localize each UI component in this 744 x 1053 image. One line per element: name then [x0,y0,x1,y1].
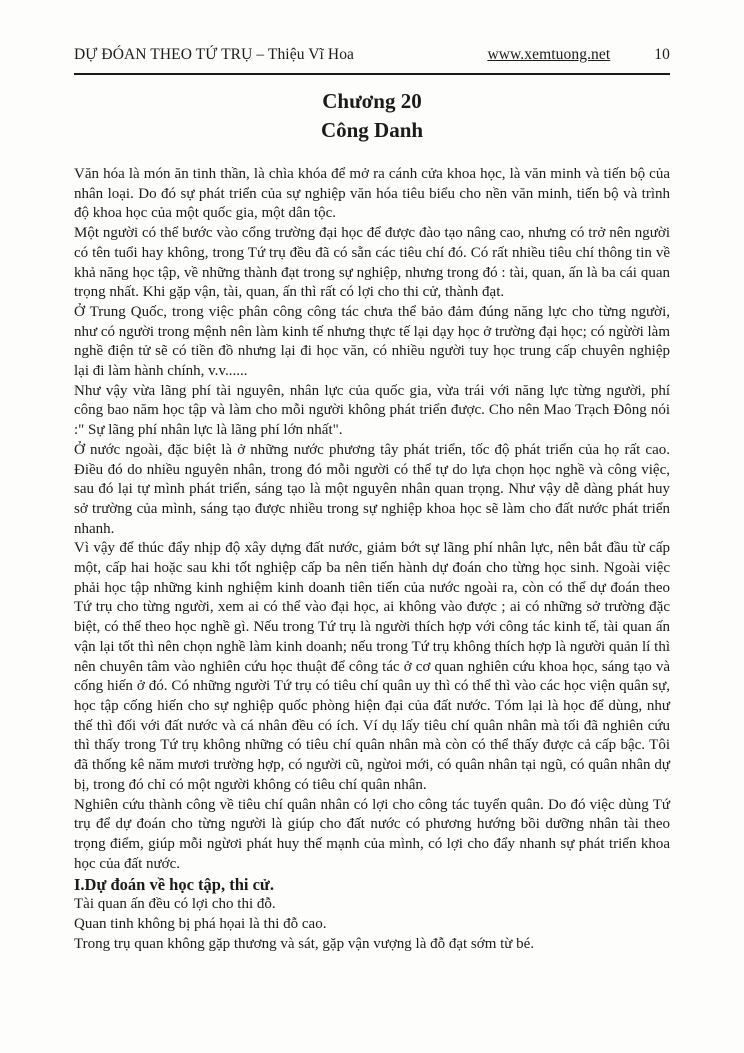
body-paragraph: Vì vậy để thúc đẩy nhịp độ xây dựng đất nước, giảm bớt sự lãng phí nhân lực, nên bắt đầu từ cấp một, cấp hai hoặc sau khi tốt nghiệp cấp ba nên tiến hành dự đoán cho từng học sinh. Ngoài việc phải học tập những kinh nghiệm kinh doanh tiên tiến của nước ngoài ra, còn có thể dự đoán theo Tứ trụ cho từng người, xem ai có thể vào đại học, ai không vào được ; ai có những sở trường đặc biệt, có thể theo học nghề gì. Nếu trong Tứ trụ là người thích hợp với công tác kinh tế, tài quan ấn vận lại tốt thì nên chọn nghề làm kinh doanh; nếu trong Tứ trụ không thích hợp là người quản lí thì nên chuyên tâm vào nghiên cứu học thuật để công tác ở cơ quan nghiên cứu khoa học, sáng tạo và cống hiến ở đó. Có những người Tứ trụ có tiêu chí quân uy thì có thể thì vào các học viện quân sự, học tập cống hiến cho sự nghiệp quốc phòng hiện đại của đất nước. Tóm lại là học để dùng, như thế thì đối với đất nước và cá nhân đều có ích. Ví dụ lấy tiêu chí quân nhân mà tối đã nghiên cứu thì thấy trong Tứ trụ không những có tiêu chí quân nhân mà còn có thể thấy được cả cấp bậc. Tôi đã thống kê năm mươi trường hợp, có người cũ, ngừoi mới, có quân nhân tại ngũ, có quân nhân dự bị, trong đó chỉ có một người không có tiêu chí quân nhân. [74,540,670,793]
body-paragraph: Văn hóa là món ăn tinh thần, là chìa khóa để mở ra cánh cửa khoa học, là văn minh và tiến bộ của nhân loại. Do đó sự phát triển của sự nghiệp văn hóa tiêu biểu cho nền văn minh, tiến bộ và trình độ khoa học của một quốc gia, một dân tộc. [74,166,670,222]
body-paragraph: Một người có thể bước vào cổng trường đại học để được đào tạo nâng cao, nhưng có trở nên người có tên tuổi hay không, trong Tứ trụ đều đã có sẵn các tiêu chí đó. Có rất nhiều tiêu chí thông tin về khả năng học tập, về những thành đạt trong sự nghiệp, nhưng trong đó : tài, quan, ấn là ba cái quan trọng nhất. Khi gặp vận, tài, quan, ấn thì rất có lợi cho thi cử, thành đạt. [74,225,670,301]
chapter-number: Chương 20 [322,89,422,113]
body-paragraph: Nghiên cứu thành công về tiêu chí quân nhân có lợi cho công tác tuyển quân. Do đó việc dùng Tứ trụ để dự đoán cho từng người là giúp cho đất nước có phương hướng bồi dưỡng nhân tài theo trọng điểm, giúp mỗi ngừơi phát huy thế mạnh của mình, có lợi cho đẩy nhanh sự phát triển khoa học của đất nước. [74,796,670,872]
rule-line: Tài quan ấn đều có lợi cho thi đỗ. [74,896,276,913]
header-right-group [487,46,670,64]
rule-line: Quan tinh không bị phá họai là thi đỗ cao. [74,916,327,933]
body-paragraph: Ở Trung Quốc, trong việc phân công công tác chưa thể bảo đảm đúng năng lực cho từng người, như có người trong mệnh nên làm kinh tế nhưng thực tế lại dạy học ở trường đại học; có ngừời làm nghề điện tử sẽ có tiền đồ nhưng lại đi học văn, có nhiều người tuy học trung cấp chuyên nghiệp lại đi làm hành chính, v.v...... [74,303,670,380]
header-page-number: 10 [654,46,670,63]
body-paragraph: Như vậy vừa lãng phí tài nguyên, nhân lực của quốc gia, vừa trái với năng lực từng người, phí công bao năm học tập và làm cho mỗi người không phát triển được. Cho nên Mao Trạch Đông nói :" Sự lãng phí nhân lực là lãng phí lớn nhất". [74,382,670,439]
page-header [74,46,670,64]
header-book-title: DỰ ĐÓAN THEO TỨ TRỤ – Thiệu Vĩ Hoa [74,46,355,63]
body-paragraph: Ở nước ngoài, đặc biệt là ở những nước phương tây phát triển, tốc độ phát triển của họ rất cao. Điều đó do nhiều nguyên nhân, trong đó mỗi người có thể tự do lựa chọn học nghề và công việc, sau đó lại tự mình phát triển, sáng tạo là một nguyên nhân quan trọng. Như vậy dễ dàng phát huy sở trường của mình, sáng tạo được nhiều trong sự nghiệp khoa học sẽ làm cho đất nước phát triển nhanh. [74,441,670,537]
chapter-title: Công Danh [320,118,424,142]
section-heading: I.Dự đoán về học tập, thi cử. [74,875,274,895]
header-website-link[interactable]: www.xemtuong.net [487,46,611,63]
header-divider [74,73,670,75]
rule-line: Trong trụ quan không gặp thương và sát, gặp vận vượng là đỗ đạt sớm từ bé. [74,935,535,952]
body-text [74,165,670,954]
